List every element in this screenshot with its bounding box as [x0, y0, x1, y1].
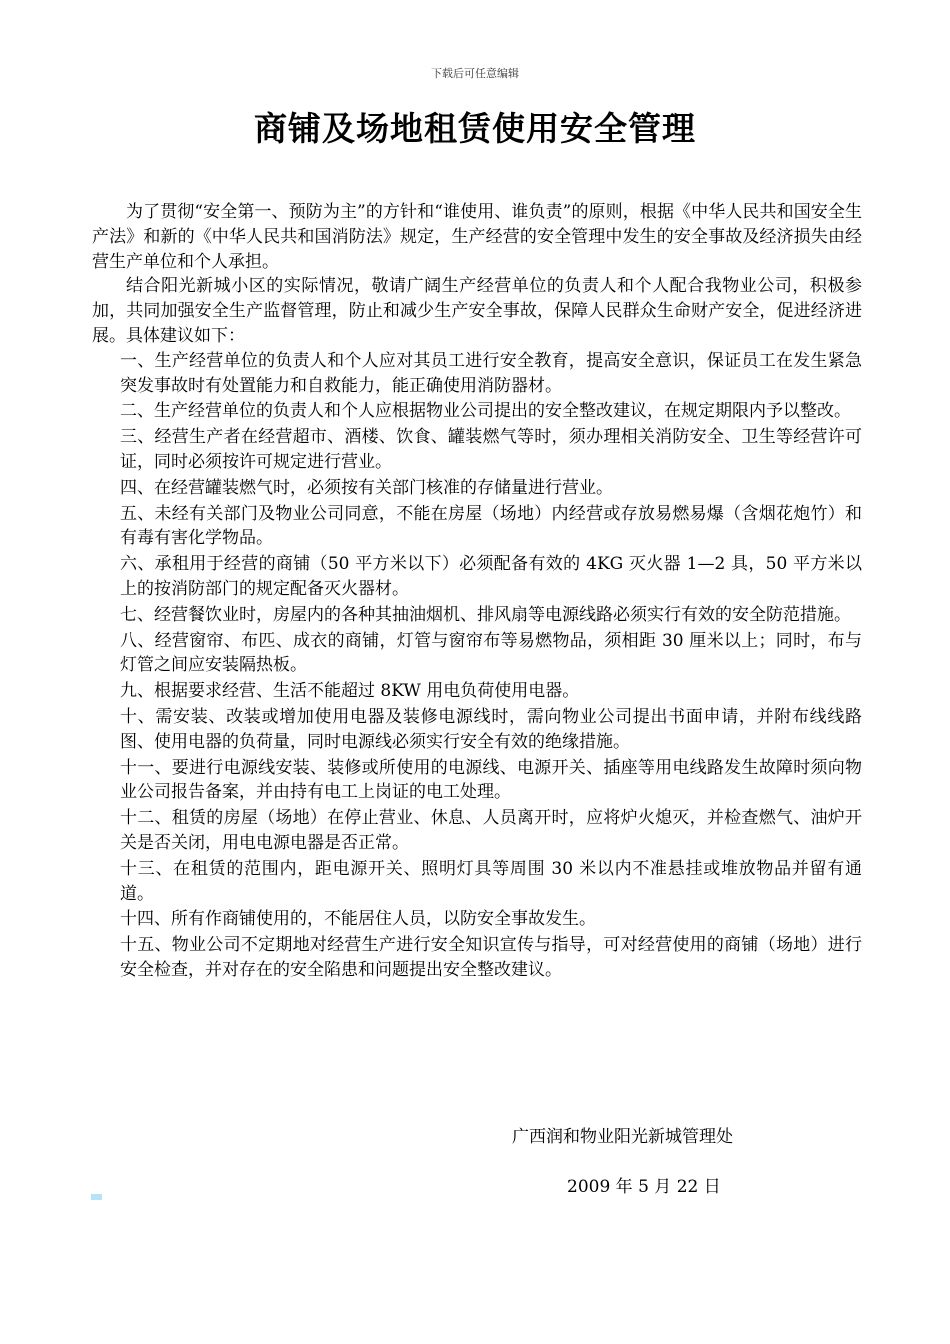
list-item: 十五、物业公司不定期地对经营生产进行安全知识宣传与指导，可对经营使用的商铺（场地）进行安全检查，并对存在的安全陷患和问题提出安全整改建议。	[120, 935, 862, 980]
list-item: 四、在经营罐装燃气时，必须按有关部门核准的存储量进行营业。	[120, 477, 613, 498]
list-item: 九、根据要求经营、生活不能超过 8KW 用电负荷使用电器。	[120, 681, 580, 702]
anchor-marker	[91, 1194, 102, 1200]
list-item: 八、经营窗帘、布匹、成衣的商铺，灯管与窗帘布等易燃物品，须相距 30 厘米以上；同时，布与灯管之间应安装隔热板。	[120, 630, 862, 676]
list-item: 五、未经有关部门及物业公司同意，不能在房屋（场地）内经营或存放易燃易爆（含烟花炮竹）和有毒有害化学物品。	[120, 503, 862, 549]
page-title: 商铺及场地租赁使用安全管理	[254, 109, 696, 148]
list-item: 十二、租赁的房屋（场地）在停止营业、休息、人员离开时，应将炉火熄灭，并检查燃气、油炉开关是否关闭，用电电源电器是否正常。	[120, 808, 862, 853]
list-item: 六、承租用于经营的商铺（50 平方米以下）必须配备有效的 4KG 灭火器 1—2 具，50 平方米以上的按消防部门的规定配备灭火器材。	[120, 554, 862, 599]
document-body	[92, 200, 862, 984]
intro-paragraph: 结合阳光新城小区的实际情况，敬请广阔生产经营单位的负责人和个人配合我物业公司，积极参加，共同加强安全生产监督管理，防止和减少生产安全事故，保障人民群众生命财产安全，促进经济进展。具体建议如下：	[92, 276, 862, 346]
list-item: 七、经营餐饮业时，房屋内的各种其抽油烟机、排风扇等电源线路必须实行有效的安全防范措施。	[120, 604, 851, 625]
list-item: 三、经营生产者在经营超市、酒楼、饮食、罐装燃气等时，须办理相关消防安全、卫生等经营许可证，同时必须按许可规定进行营业。	[120, 427, 862, 472]
header-note: 下载后可任意编辑	[431, 67, 519, 80]
signature: 广西润和物业阳光新城管理处	[512, 1127, 733, 1147]
list-item: 十四、所有作商铺使用的，不能居住人员，以防安全事故发生。	[120, 909, 596, 930]
signature-date: 2009 年 5 月 22 日	[567, 1177, 721, 1197]
list-item: 十三、在租赁的范围内，距电源开关、照明灯具等周围 30 米以内不准悬挂或堆放物品并留有通道。	[120, 858, 862, 904]
list-item: 十、需安装、改装或增加使用电器及装修电源线时，需向物业公司提出书面申请，并附布线线路图、使用电器的负荷量，同时电源线必须实行安全有效的绝缘措施。	[120, 706, 862, 752]
list-item: 十一、要进行电源线安装、装修或所使用的电源线、电源开关、插座等用电线路发生故障时须向物业公司报告备案，并由持有电工上岗证的电工处理。	[120, 757, 862, 803]
list-item: 一、生产经营单位的负责人和个人应对其员工进行安全教育，提高安全意识，保证员工在发生紧急突发事故时有处置能力和自救能力，能正确使用消防器材。	[120, 350, 862, 396]
list-item: 二、生产经营单位的负责人和个人应根据物业公司提出的安全整改建议，在规定期限内予以整改。	[120, 401, 851, 422]
intro-paragraph: 为了贯彻“安全第一、预防为主”的方针和“谁使用、谁负责”的原则，根据《中华人民共和国安全生产法》和新的《中华人民共和国消防法》规定，生产经营的安全管理中发生的安全事故及经济损失由经营生产单位和个人承担。	[92, 202, 862, 272]
